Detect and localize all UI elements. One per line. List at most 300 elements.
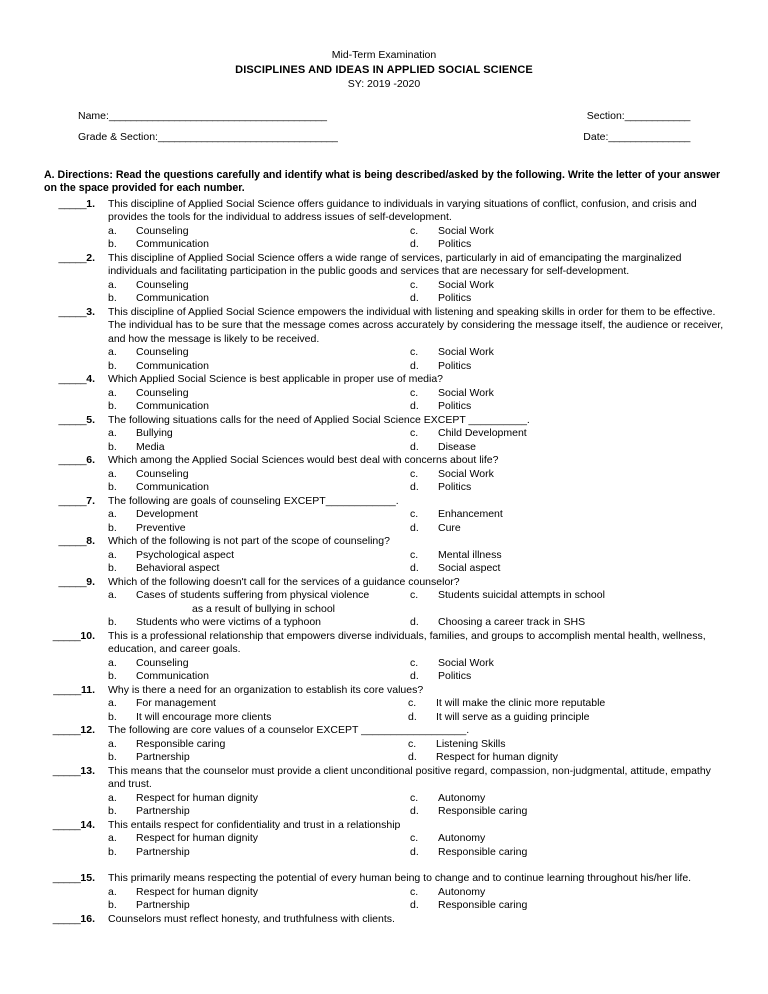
name-field[interactable]: [78, 110, 327, 122]
option-c[interactable]: [410, 346, 724, 360]
option-letter: b.: [108, 400, 117, 413]
option-b[interactable]: [108, 805, 410, 819]
answer-blank[interactable]: [0, 495, 95, 509]
option-letter: d.: [410, 400, 419, 413]
option-label: Child Development: [438, 427, 527, 440]
option-row: [108, 387, 724, 401]
option-label: Communication: [136, 400, 209, 413]
option-c[interactable]: [410, 832, 724, 846]
option-d[interactable]: [410, 846, 724, 860]
answer-blank-line: _____: [58, 251, 87, 264]
option-label: Counseling: [136, 346, 189, 359]
option-d[interactable]: [410, 805, 724, 819]
date-blank: _______________: [608, 130, 690, 143]
question-text: The following situations calls for the need of Applied Social Science EXCEPT __________.: [108, 413, 530, 426]
question-header: [0, 252, 724, 279]
option-letter: c.: [410, 224, 419, 237]
answer-blank-line: _____: [52, 818, 81, 831]
question-text: This is a professional relationship that empowers diverse individuals, families, and groups to accomplish mental health, wellness, education, and career goals.: [108, 629, 706, 656]
option-a[interactable]: [108, 225, 410, 239]
option-c[interactable]: [410, 387, 724, 401]
option-label: Communication: [136, 359, 209, 372]
student-identity-block: [0, 110, 768, 143]
answer-blank[interactable]: [0, 724, 95, 738]
option-d[interactable]: [410, 292, 724, 306]
answer-blank-line: _____: [58, 494, 87, 507]
option-b[interactable]: [108, 481, 410, 495]
answer-blank[interactable]: [0, 306, 95, 320]
option-b[interactable]: [108, 562, 410, 576]
option-letter: d.: [410, 562, 419, 575]
option-letter: a.: [108, 467, 117, 480]
answer-blank[interactable]: [0, 630, 95, 644]
option-row: [108, 670, 724, 684]
question-text: This discipline of Applied Social Science empowers the individual with listening and speaking skills in order for them to be effective. The individual has to be sure that the message comes across accurately by considering the message itself, the audience or receiver, and how the message is likely to be received.: [108, 305, 724, 345]
option-letter: a.: [108, 224, 117, 237]
option-row: [108, 346, 724, 360]
option-label: Students suicidal attempts in school: [438, 589, 605, 602]
question-header: [0, 535, 724, 549]
option-label: Politics: [438, 481, 472, 494]
option-label: Cure: [438, 521, 461, 534]
answer-blank[interactable]: [0, 765, 95, 779]
option-letter: b.: [108, 359, 117, 372]
question-text: This discipline of Applied Social Science offers a wide range of services, particularly in aid of emancipating the marginalized individuals and facilitating participation in the public goods and services that are necessary for self-development.: [108, 251, 682, 278]
option-letter: a.: [108, 697, 117, 710]
option-row: [108, 886, 724, 900]
option-letter: c.: [410, 885, 419, 898]
option-row: [108, 805, 724, 819]
question-options: [108, 792, 724, 819]
option-label: Autonomy: [438, 791, 486, 804]
option-letter: b.: [108, 440, 117, 453]
question-item: [0, 576, 724, 630]
option-b[interactable]: [108, 846, 410, 860]
option-label: Politics: [438, 400, 472, 413]
option-b[interactable]: [108, 899, 410, 913]
option-row: [108, 441, 724, 455]
option-row: [108, 225, 724, 239]
option-label: Social Work: [438, 346, 494, 359]
option-b[interactable]: [108, 292, 410, 306]
question-header: [0, 306, 724, 347]
option-label: Mental illness: [438, 548, 502, 561]
option-letter: d.: [410, 616, 419, 629]
option-a[interactable]: [108, 886, 410, 900]
option-b[interactable]: [108, 400, 410, 414]
option-row: [108, 468, 724, 482]
option-label: Behavioral aspect: [136, 562, 220, 575]
option-label: Responsible caring: [438, 845, 528, 858]
option-c[interactable]: [410, 279, 724, 293]
option-label: For management: [136, 697, 216, 710]
question-header: [0, 414, 724, 428]
option-row: [108, 792, 724, 806]
option-row: [108, 279, 724, 293]
option-letter: a.: [108, 346, 117, 359]
option-label: Disease: [438, 440, 476, 453]
option-b[interactable]: [108, 360, 410, 374]
question-header: [0, 630, 724, 657]
question-options: [108, 279, 724, 306]
question-options: [108, 657, 724, 684]
identity-row-name: [78, 110, 690, 122]
option-c[interactable]: [410, 508, 724, 522]
name-label: Name:: [78, 109, 109, 122]
option-letter: a.: [108, 885, 117, 898]
option-a[interactable]: [108, 279, 410, 293]
answer-blank[interactable]: [0, 913, 95, 927]
option-row: [108, 751, 724, 765]
answer-blank[interactable]: [0, 535, 95, 549]
option-a[interactable]: [108, 697, 408, 711]
question-item: [0, 373, 724, 414]
option-letter: c.: [410, 656, 419, 669]
question-header: [0, 724, 724, 738]
question-options: [108, 738, 724, 765]
option-a[interactable]: [108, 508, 410, 522]
option-b[interactable]: [108, 441, 410, 455]
option-label: Cases of students suffering from physical violence: [136, 589, 370, 602]
option-d[interactable]: [408, 711, 724, 725]
school-year: SY: 2019 -2020: [347, 78, 421, 90]
question-text: This entails respect for confidentiality and trust in a relationship: [108, 818, 401, 831]
option-label: Politics: [438, 359, 472, 372]
question-text: Why is there a need for an organization to establish its core values?: [108, 683, 424, 696]
grade-section-blank: _________________________________: [157, 130, 338, 143]
option-letter: a.: [108, 737, 117, 750]
option-label: Counseling: [136, 386, 189, 399]
option-letter: d.: [410, 440, 419, 453]
option-row: [108, 292, 724, 306]
option-label: Choosing a career track in SHS: [438, 616, 586, 629]
option-label: Politics: [438, 238, 472, 251]
question-header: [0, 765, 724, 792]
option-label: Partnership: [136, 751, 190, 764]
question-item: [0, 306, 724, 374]
option-c[interactable]: [410, 886, 724, 900]
answer-blank-line: _____: [52, 872, 81, 885]
option-label: Respect for human dignity: [136, 885, 258, 898]
option-label: Autonomy: [438, 832, 486, 845]
question-header: [0, 454, 724, 468]
option-label: Autonomy: [438, 885, 486, 898]
option-c[interactable]: [410, 549, 724, 563]
option-row: [108, 657, 724, 671]
answer-blank-line: _____: [58, 535, 87, 548]
option-letter: d.: [410, 521, 419, 534]
question-number: 10.: [80, 629, 95, 642]
option-letter: b.: [108, 670, 117, 683]
question-number: 4.: [86, 373, 95, 386]
option-c[interactable]: [410, 225, 724, 239]
question-options: [108, 508, 724, 535]
answer-blank-line: _____: [53, 683, 81, 696]
option-label: Social aspect: [438, 562, 501, 575]
option-row: [108, 711, 724, 725]
option-letter: d.: [410, 899, 419, 912]
document-header: [0, 0, 768, 92]
question-text: This discipline of Applied Social Science offers guidance to individuals in varying situations of conflict, confusion, and crisis and provides the tools for the individual to address issues of self-development.: [108, 197, 697, 224]
question-number: 2.: [86, 251, 95, 264]
option-a[interactable]: [108, 832, 410, 846]
question-number: 16.: [80, 912, 95, 925]
option-label: Politics: [438, 670, 472, 683]
question-header: [0, 913, 724, 927]
question-item: [0, 414, 724, 455]
question-number: 14.: [80, 818, 95, 831]
option-label: Partnership: [136, 899, 190, 912]
option-a[interactable]: [108, 738, 408, 752]
option-a[interactable]: [108, 427, 410, 441]
name-blank: ________________________________________: [108, 109, 327, 122]
question-item: [0, 819, 724, 873]
option-d[interactable]: [410, 400, 724, 414]
option-letter: c.: [410, 548, 419, 561]
option-letter: c.: [410, 386, 419, 399]
option-letter: d.: [408, 710, 417, 723]
question-options: [108, 346, 724, 373]
option-c[interactable]: [410, 792, 724, 806]
question-number: 6.: [86, 454, 95, 467]
question-number: 8.: [86, 535, 95, 548]
question-text: Which Applied Social Science is best applicable in proper use of media?: [108, 373, 444, 386]
date-field[interactable]: [583, 131, 690, 143]
option-letter: c.: [410, 791, 419, 804]
question-item: [0, 252, 724, 306]
question-options: [108, 427, 724, 454]
option-label: Development: [136, 508, 198, 521]
question-options: [108, 697, 724, 724]
option-d[interactable]: [410, 670, 724, 684]
grade-section-field[interactable]: [78, 131, 337, 143]
answer-blank[interactable]: [0, 252, 95, 266]
option-label: Social Work: [438, 224, 494, 237]
option-letter: d.: [410, 292, 419, 305]
option-label: It will make the clinic more reputable: [436, 697, 606, 710]
option-b[interactable]: [108, 670, 410, 684]
option-d[interactable]: [410, 481, 724, 495]
option-a[interactable]: [108, 346, 410, 360]
option-letter: d.: [410, 238, 419, 251]
option-letter: a.: [108, 548, 117, 561]
option-d[interactable]: [410, 616, 724, 630]
question-text: Which of the following is not part of the scope of counseling?: [108, 535, 390, 548]
question-text: The following are core values of a counselor EXCEPT __________________.: [108, 724, 470, 737]
option-letter: a.: [108, 427, 117, 440]
option-a[interactable]: [108, 589, 410, 603]
answer-blank[interactable]: [0, 454, 95, 468]
section-blank: ____________: [624, 109, 690, 122]
question-options: [108, 589, 724, 630]
question-item: [0, 872, 724, 913]
exam-type: Mid-Term Examination: [331, 49, 437, 61]
option-d[interactable]: [410, 360, 724, 374]
question-options: [108, 832, 724, 859]
option-label: Preventive: [136, 521, 186, 534]
option-letter: b.: [108, 616, 117, 629]
answer-blank-line: _____: [52, 764, 81, 777]
option-row: [108, 562, 724, 576]
question-header: [0, 684, 724, 698]
answer-blank-line: _____: [58, 197, 87, 210]
option-row: [108, 238, 724, 252]
option-a[interactable]: [108, 792, 410, 806]
option-label: Social Work: [438, 386, 494, 399]
option-c[interactable]: [408, 738, 724, 752]
option-d[interactable]: [410, 238, 724, 252]
option-c[interactable]: [410, 468, 724, 482]
option-label: Counseling: [136, 467, 189, 480]
option-letter: b.: [108, 481, 117, 494]
question-item: [0, 454, 724, 495]
option-letter: d.: [410, 670, 419, 683]
option-c[interactable]: [408, 697, 724, 711]
grade-section-label: Grade & Section:: [78, 130, 158, 143]
answer-blank[interactable]: [0, 414, 95, 428]
question-number: 7.: [86, 494, 95, 507]
option-row: [108, 616, 724, 630]
question-number: 12.: [80, 724, 95, 737]
question-item: [0, 198, 724, 252]
option-letter: b.: [108, 845, 117, 858]
option-label: Social Work: [438, 467, 494, 480]
option-row: [108, 697, 724, 711]
option-letter: d.: [410, 805, 419, 818]
option-letter: b.: [108, 562, 117, 575]
option-label: Respect for human dignity: [136, 832, 258, 845]
option-label: Communication: [136, 670, 209, 683]
option-b[interactable]: [108, 751, 408, 765]
option-row: [108, 589, 724, 603]
answer-blank-line: _____: [52, 629, 81, 642]
section-spacer: [0, 859, 724, 872]
option-label: Counseling: [136, 224, 189, 237]
option-label: Responsible caring: [438, 899, 528, 912]
option-row: [108, 899, 724, 913]
option-row: [108, 427, 724, 441]
question-options: [108, 549, 724, 576]
option-row: [108, 508, 724, 522]
answer-blank[interactable]: [0, 872, 95, 886]
option-label: Media: [136, 440, 165, 453]
option-letter: b.: [108, 805, 117, 818]
answer-blank[interactable]: [0, 819, 95, 833]
question-number: 15.: [80, 872, 95, 885]
question-options: [108, 225, 724, 252]
option-b[interactable]: [108, 238, 410, 252]
option-a[interactable]: [108, 549, 410, 563]
option-letter: a.: [108, 386, 117, 399]
option-label: Responsible caring: [136, 737, 226, 750]
option-label: Social Work: [438, 656, 494, 669]
question-text: This primarily means respecting the potential of every human being to change and to continue learning throughout his/her life.: [108, 872, 692, 885]
option-row: [108, 549, 724, 563]
option-label: Communication: [136, 238, 209, 251]
question-item: [0, 765, 724, 819]
question-text: This means that the counselor must provide a client unconditional positive regard, compassion, non-judgmental, attitude, empathy and trust.: [108, 764, 711, 791]
questions-list: [0, 198, 768, 927]
option-c[interactable]: [410, 589, 724, 603]
question-item: [0, 535, 724, 576]
question-header: [0, 872, 724, 886]
option-letter: c.: [410, 832, 419, 845]
answer-blank[interactable]: [0, 198, 95, 212]
option-a[interactable]: [108, 657, 410, 671]
option-letter: d.: [410, 481, 419, 494]
option-d[interactable]: [410, 562, 724, 576]
option-row: [108, 481, 724, 495]
option-letter: b.: [108, 521, 117, 534]
question-number: 11.: [80, 683, 95, 696]
option-letter: d.: [408, 751, 417, 764]
option-letter: b.: [108, 751, 117, 764]
option-a[interactable]: [108, 468, 410, 482]
option-letter: a.: [108, 589, 117, 602]
option-letter: a.: [108, 791, 117, 804]
question-number: 1.: [86, 197, 95, 210]
option-letter: a.: [108, 832, 117, 845]
option-label: Students who were victims of a typhoon: [136, 616, 322, 629]
option-row: [108, 522, 724, 536]
option-d[interactable]: [410, 522, 724, 536]
option-a[interactable]: [108, 387, 410, 401]
option-d[interactable]: [410, 441, 724, 455]
date-label: Date:: [583, 130, 609, 143]
answer-blank[interactable]: [0, 576, 95, 590]
option-row: [108, 832, 724, 846]
option-letter: c.: [410, 508, 419, 521]
exam-subject-title: DISCIPLINES AND IDEAS IN APPLIED SOCIAL SCIENCE: [235, 63, 533, 76]
answer-blank-line: _____: [58, 413, 87, 426]
section-field[interactable]: [587, 110, 690, 122]
option-label: Politics: [438, 292, 472, 305]
question-text: The following are goals of counseling EXCEPT____________.: [108, 494, 399, 507]
option-label: Counseling: [136, 278, 189, 291]
option-b[interactable]: [108, 616, 410, 630]
option-label: Partnership: [136, 845, 190, 858]
option-letter: b.: [108, 899, 117, 912]
directions-paragraph: A. Directions: Read the questions carefully and identify what is being described/asked by the following. Write the letter of your answer on the space provided for each number.: [44, 168, 721, 195]
option-letter: c.: [410, 467, 419, 480]
option-b[interactable]: [108, 711, 408, 725]
answer-blank-line: _____: [52, 724, 81, 737]
answer-blank[interactable]: [0, 373, 95, 387]
question-options: [108, 886, 724, 913]
option-label: Communication: [136, 292, 209, 305]
question-text: Which of the following doesn't call for the services of a guidance counselor?: [108, 575, 460, 588]
answer-blank[interactable]: [0, 684, 95, 698]
question-number: 9.: [86, 575, 95, 588]
question-options: [108, 387, 724, 414]
option-c[interactable]: [410, 427, 724, 441]
question-item: [0, 684, 724, 725]
option-d[interactable]: [408, 751, 724, 765]
answer-blank-line: _____: [52, 912, 81, 925]
option-letter: c.: [410, 278, 419, 291]
option-letter: c.: [410, 346, 419, 359]
option-d[interactable]: [410, 899, 724, 913]
option-label: Respect for human dignity: [136, 791, 258, 804]
option-letter: c.: [408, 697, 417, 710]
option-c[interactable]: [410, 657, 724, 671]
option-label: Social Work: [438, 278, 494, 291]
question-header: [0, 373, 724, 387]
section-label: Section:: [586, 109, 625, 122]
option-b[interactable]: [108, 522, 410, 536]
question-options: [108, 468, 724, 495]
identity-row-grade-section: [78, 131, 690, 143]
